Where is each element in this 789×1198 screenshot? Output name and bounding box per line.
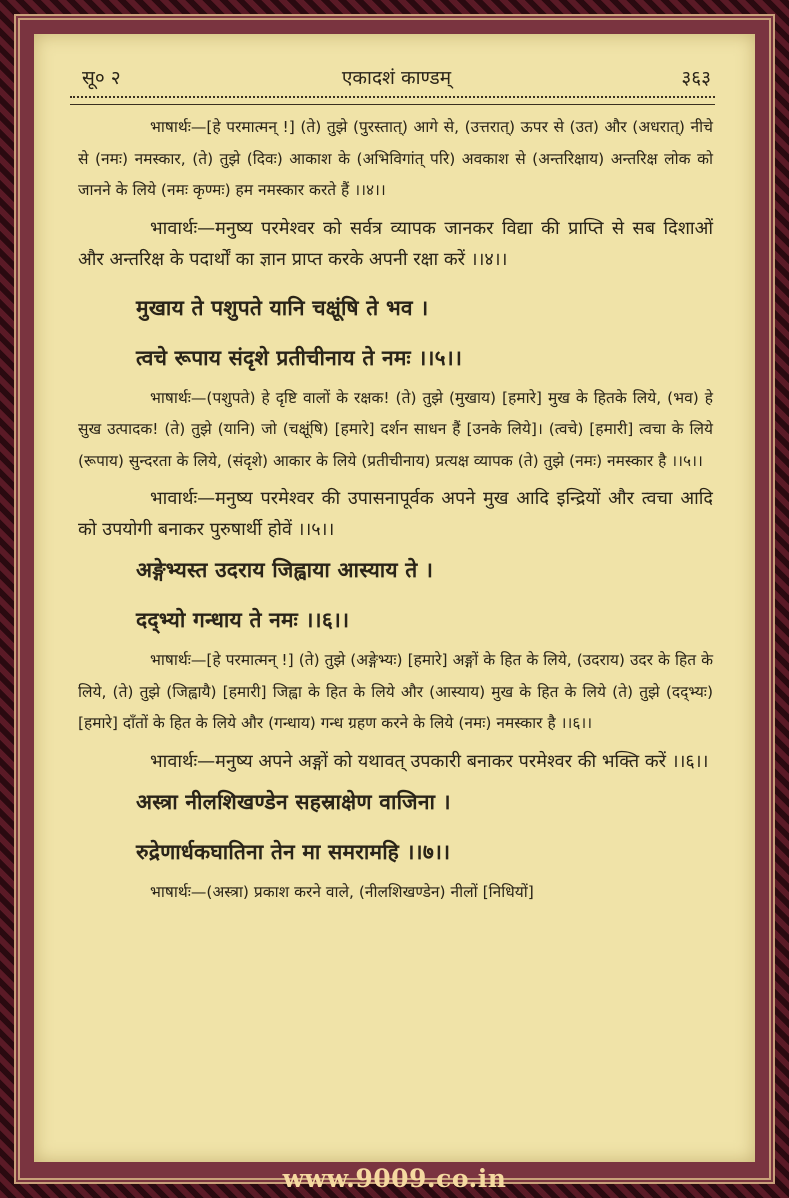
header-divider: [70, 96, 715, 105]
mantra-line: अस्त्रा नीलशिखण्डेन सहस्राक्षेण वाजिना ।: [136, 788, 451, 814]
purport-paragraph: भावार्थः—मनुष्य परमेश्वर को सर्वत्र व्यापक जानकर विद्या की प्राप्ति से सब दिशाओं और अन्तरिक्ष के पदार्थों का ज्ञान प्राप्त करके अपनी रक्षा करें ।।४।।: [78, 217, 713, 270]
purport-paragraph: भावार्थः—मनुष्य परमेश्वर की उपासनापूर्वक अपने मुख आदि इन्द्रियों और त्वचा आदि को उपयोगी बनाकर पुरुषार्थी होवें ।।५।।: [78, 488, 713, 540]
meaning-paragraph: भाषार्थः—[हे परमात्मन् !] (ते) तुझे (अङ्गेभ्यः) [हमारे] अङ्गों के हित के लिये, (उदराय) उदर के हित के लिये, (ते) तुझे (जिह्वायै) [हमारी] जिह्वा के हित के लिये और (आस्याय) मुख के हित के लिये (ते) तुझे (दद्भ्यः) [हमारे] दाँतों के हित के लिये और (गन्धाय) गन्ध ग्रहण करने के लिये (नमः) नमस्कार है ।।६।।: [78, 651, 713, 732]
sukta-number: सू० २: [82, 67, 121, 89]
purport-paragraph: भावार्थः—मनुष्य अपने अङ्गों को यथावत् उपकारी बनाकर परमेश्वर की भक्ति करें ।।६।।: [150, 750, 709, 772]
meaning-paragraph: भाषार्थः—(पशुपते) हे दृष्टि वालों के रक्षक! (ते) तुझे (मुखाय) [हमारे] मुख के हितके लिये, (भव) हे सुख उत्पादक! (ते) तुझे (यानि) जो (चक्षूंषि) [हमारे] दर्शन साधन हैं [उनके लिये]। (त्वचे) [हमारी] त्वचा के लिये (रूपाय) सुन्दरता के लिये, (संदृशे) आकार के लिये (प्रतीचीनाय) प्रत्यक्ष व्यापक (ते) तुझे (नमः) नमस्कार है ।।५।।: [78, 388, 713, 470]
mantra-line: अङ्गेभ्यस्त उदराय जिह्वाया आस्याय ते ।: [136, 557, 434, 582]
mantra-line: रुद्रेणार्धकघातिना तेन मा समरामहि ।।७।।: [136, 838, 451, 864]
page-number: ३६३: [681, 67, 711, 89]
mantra-line: मुखाय ते पशुपते यानि चक्षूंषि ते भव ।: [136, 294, 429, 320]
page-body: [78, 112, 713, 908]
book-page: [34, 34, 755, 1162]
mantra-line: दद्भ्यो गन्धाय ते नमः ।।६।।: [136, 607, 350, 632]
page-header: [78, 58, 715, 96]
meaning-paragraph: भाषार्थः—[हे परमात्मन् !] (ते) तुझे (पुरस्तात्) आगे से, (उत्तरात्) ऊपर से (उत) और (अधरात्) नीचे से (नमः) नमस्कार, (ते) तुझे (दिवः) आकाश के (अभिविगांत् परि) अवकाश से (अन्तरिक्षाय) अन्तरिक्ष लोक को जानने के लिये (नमः कृण्मः) हम नमस्कार करते हैं ।।४।।: [78, 118, 713, 199]
watermark-url[interactable]: www.9009.co.in: [282, 1164, 507, 1193]
meaning-paragraph: भाषार्थः—(अस्त्रा) प्रकाश करने वाले, (नीलशिखण्डेन) नीलों [निधियों]: [150, 882, 534, 901]
mantra-line: त्वचे रूपाय संदृशे प्रतीचीनाय ते नमः ।।५।।: [136, 344, 463, 370]
chapter-title: एकादशं काण्डम्: [341, 67, 452, 89]
